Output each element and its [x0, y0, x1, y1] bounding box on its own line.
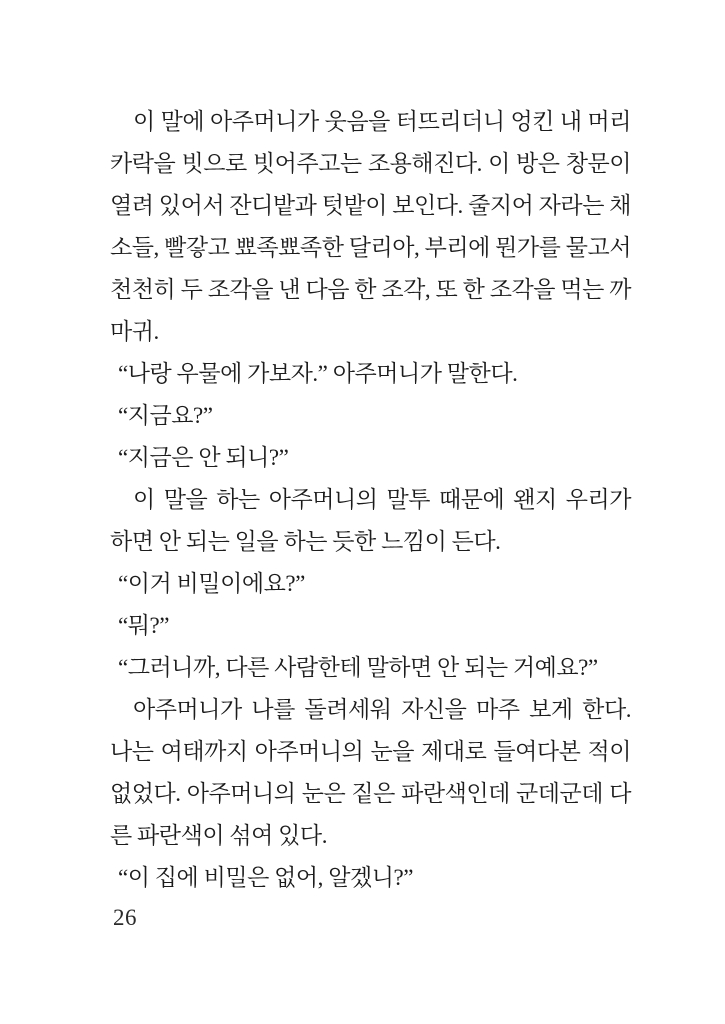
paragraph-dialogue: “뭐?”: [118, 613, 170, 638]
paragraph-narration: 이 말을 하는 아주머니의 말투 때문에 왠지 우리가 하면 안 되는 일을 하는 듯한 느낌이 든다.: [110, 487, 631, 554]
page-text: [110, 101, 631, 899]
paragraph-dialogue: “그러니까, 다른 사람한테 말하면 안 되는 거예요?”: [118, 655, 598, 680]
paragraph-dialogue: “나랑 우물에 가보자.” 아주머니가 말한다.: [118, 361, 518, 386]
page-number: 26: [113, 905, 137, 930]
paragraph-dialogue: “이 집에 비밀은 없어, 알겠니?”: [118, 865, 414, 890]
paragraph-narration: 아주머니가 나를 돌려세워 자신을 마주 보게 한다. 나는 여태까지 아주머니의 눈을 제대로 들여다본 적이 없었다. 아주머니의 눈은 짙은 파란색인데 군데군데 다른 파란색이 섞여 있다.: [110, 697, 631, 848]
paragraph-dialogue: “지금은 안 되니?”: [118, 445, 289, 470]
paragraph-dialogue: “지금요?”: [118, 403, 213, 428]
paragraph-narration: 이 말에 아주머니가 웃음을 터뜨리더니 엉킨 내 머리카락을 빗으로 빗어주고는 조용해진다. 이 방은 창문이 열려 있어서 잔디밭과 텃밭이 보인다. 줄지어 자라는 채소들, 빨갛고 뾰족뾰족한 달리아, 부리에 뭔가를 물고서 천천히 두 조각을 낸 다음 한 조각, 또 한 조각을 먹는 까마귀.: [110, 109, 631, 344]
paragraph-dialogue: “이거 비밀이에요?”: [118, 571, 305, 596]
